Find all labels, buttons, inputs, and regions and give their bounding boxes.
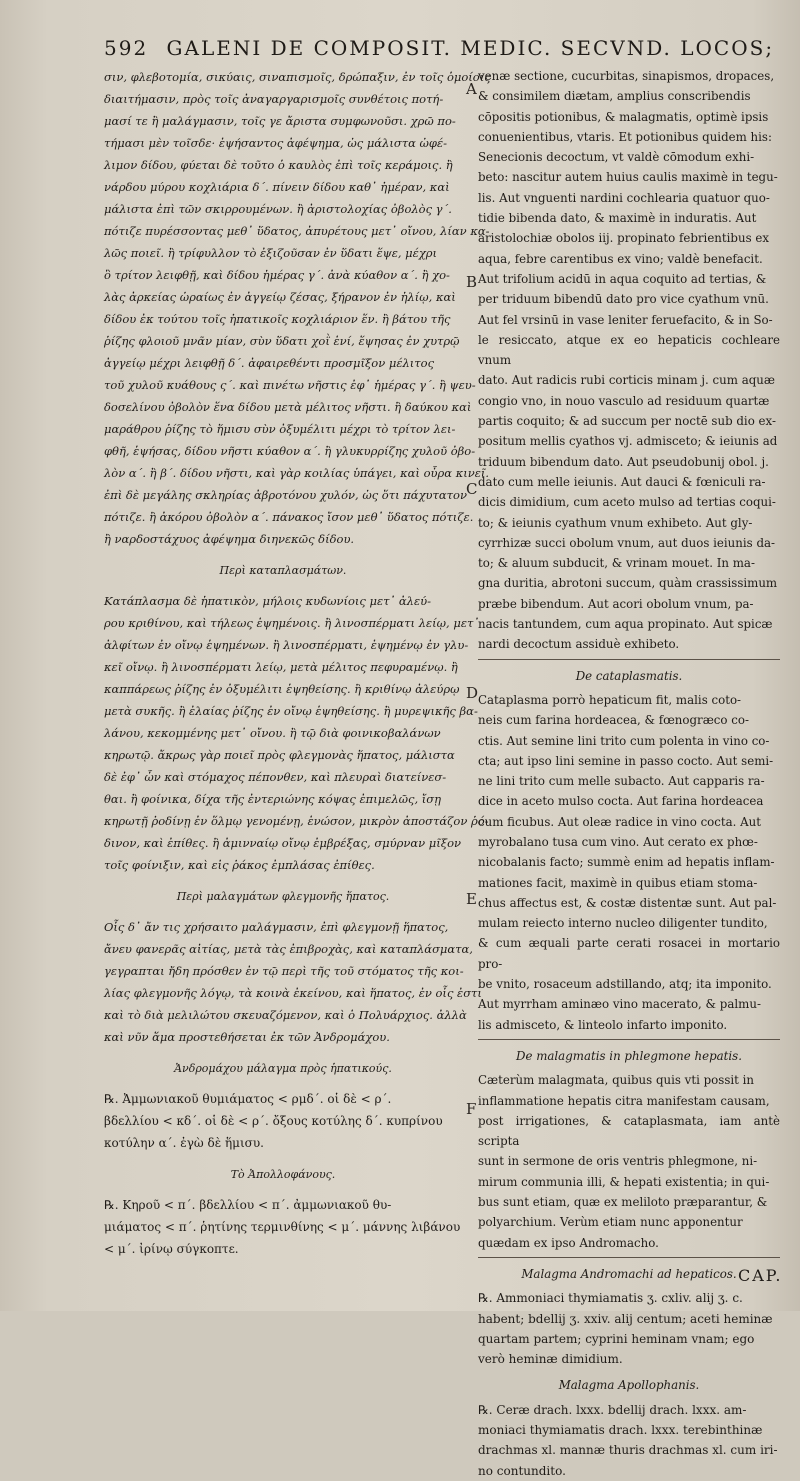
text-line: habent; bdellij ʒ. xxiv. alij centum; aceti heminæ [478, 1311, 773, 1326]
text-line: dato cum melle ieiunis. Aut dauci & fœniculi ra- [478, 474, 766, 489]
text-line: inflammatione hepatis citra manifestam causam, [478, 1093, 770, 1108]
text-line: & cum æquali parte cerati rosacei in mortario pro- [478, 936, 780, 971]
latin-heading-malagmata: De malagmatis in phlegmone hepatis. [516, 1048, 742, 1063]
heading-rule [478, 1257, 780, 1258]
text-line: cōpositis potionibus, & malagmatis, optimè ipsis [478, 109, 769, 124]
text-line: quædam ex ipso Andromacho. [478, 1235, 659, 1250]
text-line: τοῦ χυλοῦ κυάθους ς΄. καὶ πινέτω νῆστις ἐφ᾽ ἡμέρας γ΄. ἢ ψευ- [104, 378, 476, 392]
text-line: & consimilem diætam, amplius conscribendis [478, 89, 751, 104]
text-line: ἄνευ φανερᾶς αἰτίας, μετὰ τὰς ἐπιβροχὰς, καὶ καταπλάσματα, [104, 942, 473, 956]
greek-paragraph [104, 66, 491, 550]
text-line: lis admisceto, & linteolo infarto imponito. [478, 1017, 728, 1032]
text-line: ῥίζης φλοιοῦ μνᾶν μίαν, σὺν ὕδατι χοῒ ἑνί, ἕψησας ἐν χυτρῷ [104, 334, 460, 348]
text-line: τήμασι μὲν τοῖσδε· ἑψήσαντος ἀφέψημα, ὡς μάλιστα ὠφέ- [104, 136, 447, 150]
text-line: μαράθρου ῥίζης τὸ ἥμισυ σὺν ὀξυμέλιτι μέχρι τὸ τρίτον λει- [104, 422, 456, 436]
text-line: πότιζε. ἢ ἀκόρου ὀβολὸν α΄. πάνακος ἴσον μεθ᾽ ὕδατος πότιζε. [104, 510, 474, 524]
latin-paragraph [478, 690, 780, 1035]
text-line: ctis. Aut semine lini trito cum polenta in vino co- [478, 733, 770, 748]
text-line: nardi decoctum assiduè exhibeto. [478, 637, 680, 652]
text-line: λὸν α΄. ἢ β΄. δίδου νῆστι, καὶ γὰρ κοιλίας ὑπάγει, καὶ οὖρα κινεῖ. [104, 466, 490, 480]
text-line: cum ficubus. Aut oleæ radice in vino cocta. Aut [478, 814, 762, 829]
greek-paragraph [104, 590, 489, 876]
text-line: ἢ ναρδοστάχυος ἀφέψημα διηνεκῶς δίδου. [104, 532, 355, 546]
margin-letter-c: C [466, 480, 478, 498]
text-line: sunt in sermone de oris ventris phlegmone, ni- [478, 1154, 758, 1169]
heading-rule [478, 1039, 780, 1040]
text-line: ℞. Ἀμμωνιακοῦ θυμιάματος < ρμδ΄. οἱ δὲ < ρ΄. [104, 1092, 392, 1106]
text-line: polyarchium. Verùm etiam nunc apponentur [478, 1215, 743, 1230]
text-line: ℞. Ceræ drach. lxxx. bdellij drach. lxxx. am- [478, 1402, 747, 1417]
text-line: per triduum bibendū dato pro vice cyathum vnū. [478, 292, 769, 307]
text-line: καὶ νῦν ἅμα προστεθήσεται ἐκ τῶν Ἀνδρομάχου. [104, 1030, 390, 1044]
heading-rule [478, 659, 780, 660]
latin-heading-apollophanes: Malagma Apollophanis. [558, 1378, 700, 1393]
text-line: myrobalano tusa cum vino. Aut cerato ex phœ- [478, 834, 758, 849]
text-line: post irrigationes, & cataplasmata, iam antè scripta [478, 1113, 780, 1149]
text-line: le resiccato, atque ex eo hepaticis cochleare vnum [478, 332, 780, 368]
text-line: conuenientibus, vtaris. Et potionibus quidem his: [478, 129, 772, 144]
text-line: dicis dimidium, cum aceto mulso ad tertias coqui- [478, 495, 776, 510]
text-line: quartam partem; cyprini heminam vnam; ego [478, 1331, 755, 1346]
text-line: Aut fel vrsinū in vase leniter feruefacito, & in So- [478, 312, 773, 327]
text-line: Cæterùm malagmata, quibus quis vti possit in [478, 1073, 755, 1088]
text-line: moniaci thymiamatis drach. lxxx. terebinthinæ [478, 1423, 763, 1437]
running-title: GALENI DE COMPOSIT. MEDIC. SECVND. LOCOS; [166, 36, 775, 60]
text-line: lis. Aut vnguenti nardini cochlearia quatuor quo- [478, 190, 770, 205]
text-line: Cataplasma porrò hepaticum fit, malis coto- [478, 692, 742, 707]
text-line: σιν, φλεβοτομία, σικύαις, σιναπισμοῖς, δρώπαξιν, ἐν τοῖς ὁμοίοις [104, 70, 491, 84]
greek-heading-andromachus: Ἀνδρομάχου μάλαγμα πρὸς ἡπατικούς. [174, 1062, 392, 1075]
text-line: λίας φλεγμονῆς λόγῳ, τὰ κοινὰ ἐκείνου, καὶ ἥπατος, ἐν οἷς ἐστι [104, 986, 482, 1000]
text-line: no contundito. [478, 1463, 566, 1478]
text-line: Κατάπλασμα δὲ ἡπατικὸν, μήλοις κυδωνίοις μετ᾽ ἀλεύ- [104, 594, 432, 608]
text-line: bus sunt etiam, quæ ex meliloto præparantur, & [478, 1195, 768, 1210]
text-line: congio vno, in nouo vasculo ad residuum quartæ [478, 393, 770, 408]
text-line: gna duritia, abrotoni succum, quàm crassissimum [478, 576, 778, 591]
text-line: δίδου ἐκ τούτου τοῖς ἡπατικοῖς κοχλιάριον ἕν. ἢ βάτου τῆς [104, 312, 451, 326]
latin-heading-andromachus: Malagma Andromachi ad hepaticos. [521, 1266, 737, 1281]
text-line: be vnito, rosaceum adstillando, atq; ita imponito. [478, 977, 772, 992]
catchword: CAP. [738, 1266, 783, 1285]
greek-heading-malagmata: Περὶ μαλαγμάτων φλεγμονῆς ἥπατος. [176, 890, 390, 903]
text-line: κηρωτῷ. ἄκρως γὰρ ποιεῖ πρὸς φλεγμονὰς ἥπατος, μάλιστα [104, 748, 455, 762]
greek-heading-cataplasms: Περὶ καταπλασμάτων. [219, 564, 347, 577]
text-line: Οἷς δ᾽ ἄν τις χρήσαιτο μαλάγμασιν, ἐπὶ φλεγμονῇ ἥπατος, [104, 920, 449, 934]
text-line: καὶ τὸ διὰ μελιλώτου σκευαζόμενον, καὶ ὁ Πολυάρχιος. ἀλλὰ [104, 1008, 467, 1022]
text-line: μιάματος < π΄. ῥητίνης τερμινθίνης < μ΄. μάννης λιβάνου [104, 1220, 461, 1234]
text-line: λὰς ἀρκείας ὡραίως ἐν ἀγγείῳ ζέσας, ξήρανον ἐν ἡλίῳ, καὶ [104, 290, 456, 304]
text-line: præbe bibendum. Aut acori obolum vnum, pa- [478, 596, 754, 611]
greek-recipe [104, 1194, 462, 1260]
text-line: δοσελίνου ὀβολὸν ἕνα δίδου μετὰ μέλιτος νῆστι. ἢ δαύκου καὶ [104, 400, 472, 414]
text-line: Aut trifolium acidū in aqua coquito ad tertias, & [478, 271, 767, 286]
text-line: dato. Aut radicis rubi corticis minam j. cum aquæ [478, 373, 775, 388]
text-line: venæ sectione, cucurbitas, sinapismos, dropaces, [478, 69, 775, 83]
text-line: mationes facit, maximè in quibus etiam stoma- [478, 875, 758, 890]
text-line: < μ΄. ἰρίνῳ σύγκοπτε. [104, 1242, 239, 1256]
text-line: ρου κριθίνου, καὶ τήλεως ἑψημένοις. ἢ λινοσπέρματι λείῳ, μετ᾽ [104, 616, 480, 630]
text-line: δινον, καὶ ἐπίθες. ἢ ἀμινναίῳ οἴνῳ ἐμβρέξας, σμύρναν μῖξον [104, 836, 462, 850]
text-line: θαι. ἢ φοίνικα, δίχα τῆς ἐντεριώνης κόψας ἐπιμελῶς, ἴσῃ [104, 792, 442, 806]
text-line: μάλιστα ἐπὶ τῶν σκιρρουμένων. ἢ ἀριστολοχίας ὀβολὸς γ΄. [104, 202, 452, 216]
margin-letter-d: D [466, 684, 479, 702]
text-line: chus affectus est, & costæ distentæ sunt. Aut pal- [478, 895, 777, 910]
text-line: Senecionis decoctum, vt valdè cōmodum exhi- [478, 150, 755, 165]
text-line: cta; aut ipso lini semine in passo cocto. Aut semi- [478, 753, 774, 768]
latin-heading-cataplasms: De cataplasmatis. [575, 668, 683, 683]
text-line: κεῖ οἴνῳ. ἢ λινοσπέρματι λείῳ, μετὰ μέλιτος πεφυραμένῳ. ἢ [104, 660, 458, 674]
running-header [104, 36, 794, 68]
text-line: τοῖς φοίνιξιν, καὶ εἰς ῥάκος ἐμπλάσας ἐπίθες. [104, 858, 375, 872]
text-line: ἀγγείῳ μέχρι λειφθῇ δ΄. ἀφαιρεθέντι προσμῖξον μέλιτος [104, 356, 435, 370]
text-line: neis cum farina hordeacea, & fœnogræco co- [478, 713, 749, 728]
text-line: βδελλίου < κδ΄. οἱ δὲ < ρ΄. ὄξους κοτύλης δ΄. κυπρίνου [104, 1114, 443, 1128]
text-line: aristolochiæ obolos iij. propinato febrientibus ex [478, 231, 770, 246]
greek-paragraph [104, 916, 482, 1048]
latin-recipe [478, 1288, 780, 1369]
text-line: ἀλφίτων ἐν οἴνῳ ἑψημένων. ἢ λινοσπέρματι, ἑψημένῳ ἐν γλυ- [104, 638, 469, 652]
margin-letter-b: B [466, 273, 478, 291]
text-line: νάρδου μύρου κοχλιάρια δ΄. πίνειν δίδου καθ᾽ ἡμέραν, καὶ [104, 180, 450, 194]
text-line: ℞. Ammoniaci thymiamatis ʒ. cxliv. alij ʒ. c. [478, 1291, 743, 1306]
text-line: tidie bibenda dato, & maximè in induratis. Aut [478, 211, 757, 226]
margin-letter-e: E [466, 890, 477, 908]
greek-heading-apollophanes: Τὸ Ἀπολλοφάνους. [230, 1168, 336, 1181]
margin-letter-a: A [466, 80, 477, 98]
latin-paragraph [478, 1070, 780, 1253]
text-line: to; & ieiunis cyathum vnum exhibeto. Aut gly- [478, 515, 753, 530]
text-line: κηρωτῇ ῥοδίνῃ ἐν ὅλμῳ γενομένῃ, ἑνώσον, μικρὸν ἀποστάζον ῥό- [104, 814, 489, 828]
text-line: λάνου, κεκομμένης μετ᾽ οἴνου. ἢ τῷ διὰ φοινικοβαλάνων [104, 726, 441, 740]
text-line: dice in aceto mulso cocta. Aut farina hordeacea [478, 794, 764, 809]
text-line: καππάρεως ῥίζης ἐν ὀξυμέλιτι ἑψηθείσης. ἢ κριθίνῳ ἀλεύρῳ [104, 682, 460, 696]
text-line: to; & aluum subducit, & vrinam mouet. In ma- [478, 556, 755, 571]
page-number: 592 [104, 36, 149, 60]
text-line: ὃ τρίτον λειφθῇ, καὶ δίδου ἡμέρας γ΄. ἀνὰ κύαθον α΄. ἢ χο- [104, 268, 450, 282]
text-line: drachmas xl. mannæ thuris drachmas xl. cum iri- [478, 1443, 778, 1458]
text-line: nicobalanis facto; summè enim ad hepatis inflam- [478, 855, 775, 870]
latin-paragraph [478, 66, 780, 655]
latin-column [478, 66, 783, 1481]
text-line: διαιτήμασιν, πρὸς τοῖς ἀναγαργαρισμοῖς συνθέτοις ποτή- [104, 92, 444, 106]
text-line: cyrrhizæ succi obolum vnum, aut duos ieiunis da- [478, 535, 776, 550]
text-line: μασί τε ἢ μαλάγμασιν, τοῖς γε ἄριστα συμφωνοῦσι. χρῶ πο- [104, 114, 456, 128]
text-line: μετὰ συκῆς. ἢ ἐλαίας ῥίζης ἐν οἴνῳ ἑψηθείσης. ἢ μυρεψικῆς βα- [104, 704, 478, 718]
text-line: mulam reiecto interno nucleo diligenter tundito, [478, 916, 768, 931]
text-line: partis coquito; & ad succum per noctē sub dio ex- [478, 414, 776, 429]
text-line: nacis tantundem, cum aqua propinato. Aut spicæ [478, 617, 773, 632]
text-line: ℞. Κηροῦ < π΄. βδελλίου < π΄. ἀμμωνιακοῦ θυ- [104, 1198, 392, 1212]
text-line: Aut myrrham aminæo vino macerato, & palmu- [478, 997, 761, 1012]
text-line: πότιζε πυρέσσοντας μεθ᾽ ὕδατος, ἀπυρέτους μετ᾽ οἴνου, λίαν κα- [104, 224, 490, 238]
text-line: λῶς ποιεῖ. ἢ τρίφυλλον τὸ ἐξιζοῦσαν ἐν ὕδατι ἕψε, μέχρι [104, 246, 438, 260]
text-line: beto: nascitur autem huius caulis maximè in tegu- [478, 170, 778, 185]
text-line: δὲ ἐφ᾽ ὧν καὶ στόμαχος πέπονθεν, καὶ πλευραὶ διατείνεσ- [104, 770, 447, 784]
text-line: triduum bibendum dato. Aut pseudobunij obol. j. [478, 454, 769, 469]
text-line: ἐπὶ δὲ μεγάλης σκληρίας ἀβροτόνου χυλόν, ὡς ὅτι πάχυτατον [104, 488, 467, 502]
margin-letter-f: F [466, 1100, 477, 1118]
greek-recipe [104, 1088, 462, 1154]
text-line: ne lini trito cum melle subacto. Aut capparis ra- [478, 774, 765, 789]
text-line: positum mellis cyathos vj. admisceto; & ieiunis ad [478, 434, 778, 449]
text-line: κοτύλην α΄. ἐγὼ δὲ ἥμισυ. [104, 1136, 264, 1150]
text-line: verò heminæ dimidium. [478, 1352, 623, 1367]
text-line: φθῆ, ἑψήσας, δίδου νῆστι κύαθον α΄. ἢ γλυκυρρίζης χυλοῦ ὀβο- [104, 444, 476, 458]
text-line: aqua, febre carentibus ex vino; valdè benefacit. [478, 251, 763, 266]
text-line: mirum communia illi, & hepati existentia; in qui- [478, 1174, 770, 1189]
text-line: λιμον δίδου, φύεται δὲ τοῦτο ὁ καυλὸς ἐπὶ τοῖς κεράμοις. ἢ [104, 158, 453, 172]
greek-column [104, 66, 491, 1260]
text-line: γεγραπται ἤδη πρόσθεν ἐν τῷ περὶ τῆς τοῦ στόματος τῆς κοι- [104, 964, 464, 978]
latin-recipe [478, 1400, 780, 1481]
